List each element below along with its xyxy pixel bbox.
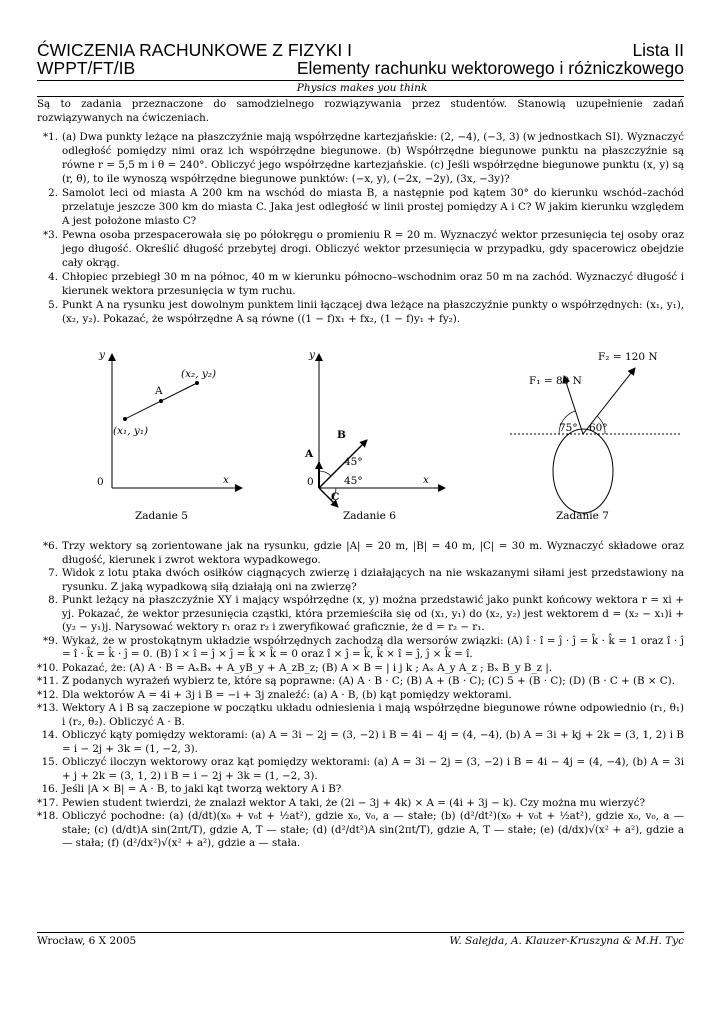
problem-text: Widok z lotu ptaka dwóch osiłków ciągnących zwierzę i działających na nie wskazanymi siłami jest przedstawiony na rysunku. Z jaką wypadkową siłą działają oni na zwierzę? xyxy=(62,567,684,593)
fig7-angle-1-label: 75° xyxy=(559,422,578,434)
problem-list-part-2 xyxy=(37,540,684,851)
problem-item xyxy=(37,635,684,662)
problem-item xyxy=(37,675,684,689)
fig6-vector-b-label: B xyxy=(337,429,346,441)
fig7-angle-2-label: 60° xyxy=(589,422,608,434)
fig7-force-2-label: F₂ = 120 N xyxy=(598,351,658,363)
fig6-angle-arc-1 xyxy=(319,471,331,476)
problem-text: Z podanych wyrażeń wybierz te, które są poprawne: (A) A · B · C; (B) A + (B · C); (C) 5 + (B · C); (D) (B · C + (B × C). xyxy=(62,675,675,687)
problem-item xyxy=(37,298,684,326)
problem-number: 4. xyxy=(48,271,58,283)
problem-text: Jeśli |A × B| = A · B, to jaki kąt tworzą wektory A i B? xyxy=(62,783,342,795)
problem-number: *1. xyxy=(43,131,58,143)
fig7-force-1-label: F₁ = 80 N xyxy=(529,375,582,387)
problem-item xyxy=(37,594,684,635)
footer-authors: W. Salejda, A. Klauzer-Kruszyna & M.H. Tyc xyxy=(449,935,684,947)
fig5-origin-label: 0 xyxy=(97,476,104,488)
figure-7 xyxy=(510,351,682,513)
footer-rule xyxy=(37,932,684,933)
problem-text: Punkt leżący na płaszczyźnie XY i mający współrzędne (x, y) można przedstawić jako punkt końcowy wektora r = xi + yj. Pokazać, że wektor przesunięcia cząstki, która przemieściła się od (x₁, y₁) do (x₂, y₂) jest wektorem d = (x₂ − x₁)i + (y₂ − y₁)j. Narysować wektory r₁ oraz r₂ i zweryfikować graficznie, że d = r₂ − r₁. xyxy=(62,594,684,633)
figure-6-caption: Zadanie 6 xyxy=(343,510,396,522)
problem-number: 14. xyxy=(41,729,58,741)
problem-number: 5. xyxy=(48,299,58,311)
problem-item xyxy=(37,810,684,851)
problem-item xyxy=(37,567,684,594)
problem-number: 16. xyxy=(41,783,58,795)
problem-number: 7. xyxy=(48,567,58,579)
header-rule xyxy=(37,80,684,81)
footer xyxy=(37,935,684,951)
figures-svg xyxy=(37,340,684,530)
problem-text: Wykaż, że w prostokątnym układzie współrzędnych zachodzą dla wersorów związki: (A) î · î = ĵ · ĵ = k̂ · k̂ = 1 oraz î · ĵ = î · k̂ = k̂ · ĵ = 0. (B) î × î = ĵ × ĵ = k̂ × k̂ = 0 oraz î × ĵ = k̂, k̂ × î = ĵ, ĵ × k̂ = î. xyxy=(62,634,684,660)
figure-5 xyxy=(97,349,242,488)
problem-text: Trzy wektory są zorientowane jak na rysunku, gdzie |A| = 20 m, |B| = 40 m, |C| = 30 m. Wyznaczyć składowe oraz długość, kierunek i zwrot wektora wypadkowego. xyxy=(62,540,684,566)
problem-number: *11. xyxy=(37,675,59,687)
fig5-point-1 xyxy=(123,417,127,421)
problem-text: Pewna osoba przespacerowała się po półokręgu o promieniu R = 20 m. Wyznaczyć wektor przesunięcia tej osoby oraz jego długość. Określić długość przebytej drogi. Obliczyć wektor przesunięcia w przypadku, gdy spacerowicz obejdzie cały okrąg. xyxy=(62,229,684,269)
problem-item xyxy=(37,797,684,811)
problem-number: 2. xyxy=(48,187,58,199)
problem-item xyxy=(37,756,684,783)
problem-text: Pokazać, że: (A) A · B = AₓBₓ + A_yB_y + A_zB_z; (B) A × B = | i j k ; Aₓ A_y A_z ; Bₓ B_y B_z |. xyxy=(62,661,553,674)
problem-text: Obliczyć kąty pomiędzy wektorami: (a) A = 3i − 2j = (3, −2) i B = 4i − 4j = (4, −4), (b) A = 3i + kj + 2k = (3, 1, 2) i B = i − 2j + 3k = (1, −2, 3). xyxy=(62,729,684,755)
problem-text: Wektory A i B są zaczepione w początku układu odniesienia i mają współrzędne biegunowe równe odpowiednio (r₁, θ₁) i (r₂, θ₂). Obliczyć A · B. xyxy=(62,702,684,728)
problem-item xyxy=(37,783,684,797)
problem-text: Obliczyć pochodne: (a) (d/dt)(x₀ + v₀t + ½at²), gdzie x₀, v₀, a — stałe; (b) (d²/dt²)(x₀ + v₀t + ½at²), gdzie x₀, v₀, a — stałe; (c) (d/dt)A sin(2πt/T), gdzie A, T — stałe; (d) (d²/dt²)A sin(2πt/T), gdzie A, T — stałe; (e) (d/dx)√(x² + a²), gdzie a — stała; (f) (d²/dx²)√(x² + a²), gdzie a — stała. xyxy=(62,810,684,849)
problem-number: *17. xyxy=(37,796,59,809)
problem-number: *3. xyxy=(43,229,58,241)
problem-item xyxy=(37,130,684,186)
fig5-point-2 xyxy=(195,381,199,385)
figure-6 xyxy=(304,349,445,507)
problem-item xyxy=(37,702,684,729)
problem-item xyxy=(37,186,684,228)
document-title: ĆWICZENIA RACHUNKOWE Z FIZYKI I xyxy=(37,40,353,60)
figure-5-caption: Zadanie 5 xyxy=(135,510,188,522)
fig5-point-a-label: A xyxy=(155,385,163,397)
list-topic: Elementy rachunku wektorowego i różniczkowego xyxy=(296,58,684,78)
fig6-x-label: x xyxy=(423,474,429,486)
problem-item xyxy=(37,270,684,298)
fig6-angle-2-label: 45° xyxy=(344,475,363,487)
problem-item xyxy=(37,662,684,676)
fig6-vector-a-label: A xyxy=(305,448,314,460)
fig5-point-1-label: (x₁, y₁) xyxy=(113,425,149,437)
intro-paragraph: Są to zadania przeznaczone do samodzielnego rozwiązywania przez studentów. Stanowią uzupełnienie zadań rozwiązywanych na ćwiczeniach. xyxy=(37,98,684,124)
problem-number: *12. xyxy=(37,688,59,701)
problem-text: (a) Dwa punkty leżące na płaszczyźnie mają współrzędne kartezjańskie: (2, −4), (−3, 3) (w jednostkach SI). Wyznaczyć odległość pomiędzy nimi oraz ich współrzędne biegunowe. (b) Współrzędne biegunowe punktu na płaszczyźnie są równe r = 5,5 m i θ = 240°. Obliczyć jego współrzędne kartezjańskie. (c) Jeśli współrzędne biegunowe punktu (x, y) są (r, θ), to ile wynoszą współrzędne biegunowe punktów: (−x, y), (−2x, −2y), (3x, −3y)? xyxy=(62,131,684,185)
fig5-point-2-label: (x₂, y₂) xyxy=(181,368,217,380)
problem-item xyxy=(37,689,684,703)
problem-text: Obliczyć iloczyn wektorowy oraz kąt pomiędzy wektorami: (a) A = 3i − 2j = (3, −2) i B = 4i − 4j = (4, −4), (b) A = 3i + j + 2k = (3, 1, 2) i B = i − 2j + 3k = (1, −2, 3). xyxy=(62,756,684,782)
problem-list-part-1 xyxy=(37,130,684,326)
fig5-point-a xyxy=(159,399,163,403)
motto: Physics makes you think xyxy=(296,82,428,94)
header-row-2 xyxy=(37,58,684,78)
problem-text: Pewien student twierdzi, że znalazł wektor A taki, że (2i − 3j + 4k) × A = (4i + 3j − k). Czy można mu wierzyć? xyxy=(62,796,646,809)
problem-item xyxy=(37,540,684,567)
figures-row xyxy=(37,340,684,530)
fig5-y-label: y xyxy=(99,349,105,361)
problem-text: Chłopiec przebiegł 30 m na północ, 40 m w kierunku północno–wschodnim oraz 50 m na zachód. Wyznaczyć długość i kierunek wektora przesunięcia w tym ruchu. xyxy=(62,271,684,297)
fig5-x-label: x xyxy=(223,474,229,486)
list-number: Lista II xyxy=(632,40,684,60)
department-code: WPPT/FT/IB xyxy=(37,58,136,78)
problem-item xyxy=(37,228,684,270)
problem-number: 15. xyxy=(41,756,58,768)
fig6-y-label: y xyxy=(309,349,315,361)
header-row-1 xyxy=(37,40,684,60)
fig6-origin-label: 0 xyxy=(307,476,314,488)
figure-7-caption: Zadanie 7 xyxy=(556,510,609,522)
problem-item xyxy=(37,729,684,756)
problem-number: *18. xyxy=(37,810,59,822)
footer-date: Wrocław, 6 X 2005 xyxy=(37,935,137,947)
problem-number: *6. xyxy=(43,540,58,552)
fig6-vector-c-label: C xyxy=(331,491,340,503)
problem-number: *13. xyxy=(37,702,59,714)
fig6-angle-1-label: 45° xyxy=(344,456,363,468)
problem-number: 8. xyxy=(48,594,58,606)
problem-number: *9. xyxy=(43,634,58,647)
problem-number: *10. xyxy=(37,661,59,674)
problem-text: Samolot leci od miasta A 200 km na wschód do miasta B, a następnie pod kątem 30° do kierunku wschód–zachód przelatuje jeszcze 300 km do miasta C. Jaka jest odległość w linii prostej pomiędzy A i C? W jakim kierunku względem A jest położone miasto C? xyxy=(62,187,684,227)
fig7-body-outline xyxy=(553,429,613,513)
problem-text: Dla wektorów A = 4i + 3j i B = −i + 3j znaleźć: (a) A · B, (b) kąt pomiędzy wektorami. xyxy=(62,688,512,701)
problem-text: Punkt A na rysunku jest dowolnym punktem linii łączącej dwa leżące na płaszczyźnie punkty o współrzędnych: (x₁, y₁), (x₂, y₂). Pokazać, że współrzędne A są równe ((1 − f)x₁ + fx₂, (1 − f)y₁ + fy₂). xyxy=(62,299,684,325)
